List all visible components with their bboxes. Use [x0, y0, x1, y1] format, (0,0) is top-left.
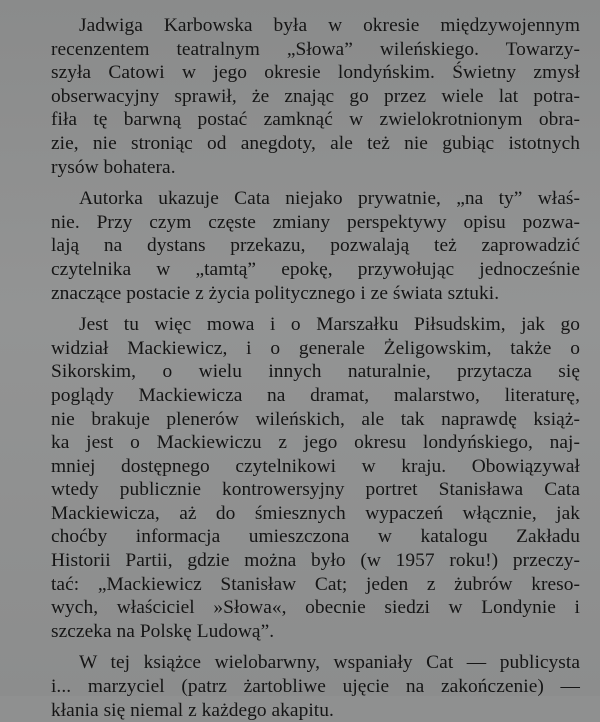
text-line: Jadwiga Karbowska była w okresie międzywojennym — [79, 15, 580, 36]
paragraph-3 — [51, 313, 580, 643]
text-line: widział Mackiewicz, i o generale Żeligowskim, także o — [51, 337, 580, 359]
text-line: fiła tę barwną postać zamknąć w zwielokrotnionym obra- — [51, 109, 580, 131]
text-line: nie brakuje plenerów wileńskich, ale tak naprawdę książ- — [51, 408, 580, 430]
text-line: Mackiewicza, aż do śmiesznych wypaczeń włącznie, jak — [51, 502, 580, 524]
paragraph-4 — [51, 651, 580, 722]
text-line: recenzentem teatralnym „Słowa” wileńskiego. Towarzy- — [51, 38, 580, 60]
text-line: Autorka ukazuje Cata niejako prywatnie, „na ty” właś- — [79, 188, 580, 210]
text-line: obserwacyjny sprawił, że znając go przez wiele lat potra- — [51, 85, 580, 107]
text-line: lają na dystans przekazu, pozwalają też zaprowadzić — [51, 235, 580, 257]
text-line: szczeka na Polskę Ludową”. — [51, 620, 275, 642]
text-line: Historii Partii, gdzie można było (w 1957 roku!) przeczy- — [51, 550, 580, 572]
text-line: Sikorskim, o wielu innych naturalnie, przytacza się — [51, 361, 580, 383]
text-line: zie, nie stroniąc od anegdoty, ale też nie gubiąc istotnych — [51, 132, 580, 154]
text-line: i... marzyciel (patrz żartobliwe ujęcie na zakończenie) — — [51, 676, 580, 698]
text-line: rysów bohatera. — [51, 156, 176, 178]
text-line: ka jest o Mackiewiczu z jego okresu londyńskiego, naj- — [51, 432, 580, 454]
text-line: wtedy publicznie kontrowersyjny portret Stanisława Cata — [51, 479, 580, 501]
paragraph-1 — [51, 14, 580, 179]
text-line: znaczące postacie z życia politycznego i ze świata sztuki. — [51, 282, 500, 304]
paragraph-2 — [51, 187, 580, 305]
text-line: czytelnika w „tamtą” epokę, przywołując jednocześnie — [51, 258, 580, 280]
text-line: W tej książce wielobarwny, wspaniały Cat — publicysta — [79, 652, 580, 674]
text-line: mniej dostępnego czytelnikowi w kraju. Obowiązywał — [51, 455, 580, 477]
text-line: Jest tu więc mowa i o Marszałku Piłsudskim, jak go — [79, 314, 580, 336]
text-line: poglądy Mackiewicza na dramat, malarstwo, literaturę, — [51, 384, 580, 406]
text-line: wych, właściciel »Słowa«, obecnie siedzi w Londynie i — [51, 597, 580, 619]
text-line: nie. Przy czym częste zmiany perspektywy opisu pozwa- — [51, 211, 580, 233]
text-line: choćby informacja umieszczona w katalogu Zakładu — [51, 526, 580, 548]
text-line: kłania się niemal z każdego akapitu. — [51, 699, 334, 721]
text-line: tać: „Mackiewicz Stanisław Cat; jeden z żubrów kreso- — [51, 573, 580, 595]
text-line: szyła Catowi w jego okresie londyńskim. Świetny zmysł — [51, 62, 580, 84]
text-block — [51, 14, 580, 722]
